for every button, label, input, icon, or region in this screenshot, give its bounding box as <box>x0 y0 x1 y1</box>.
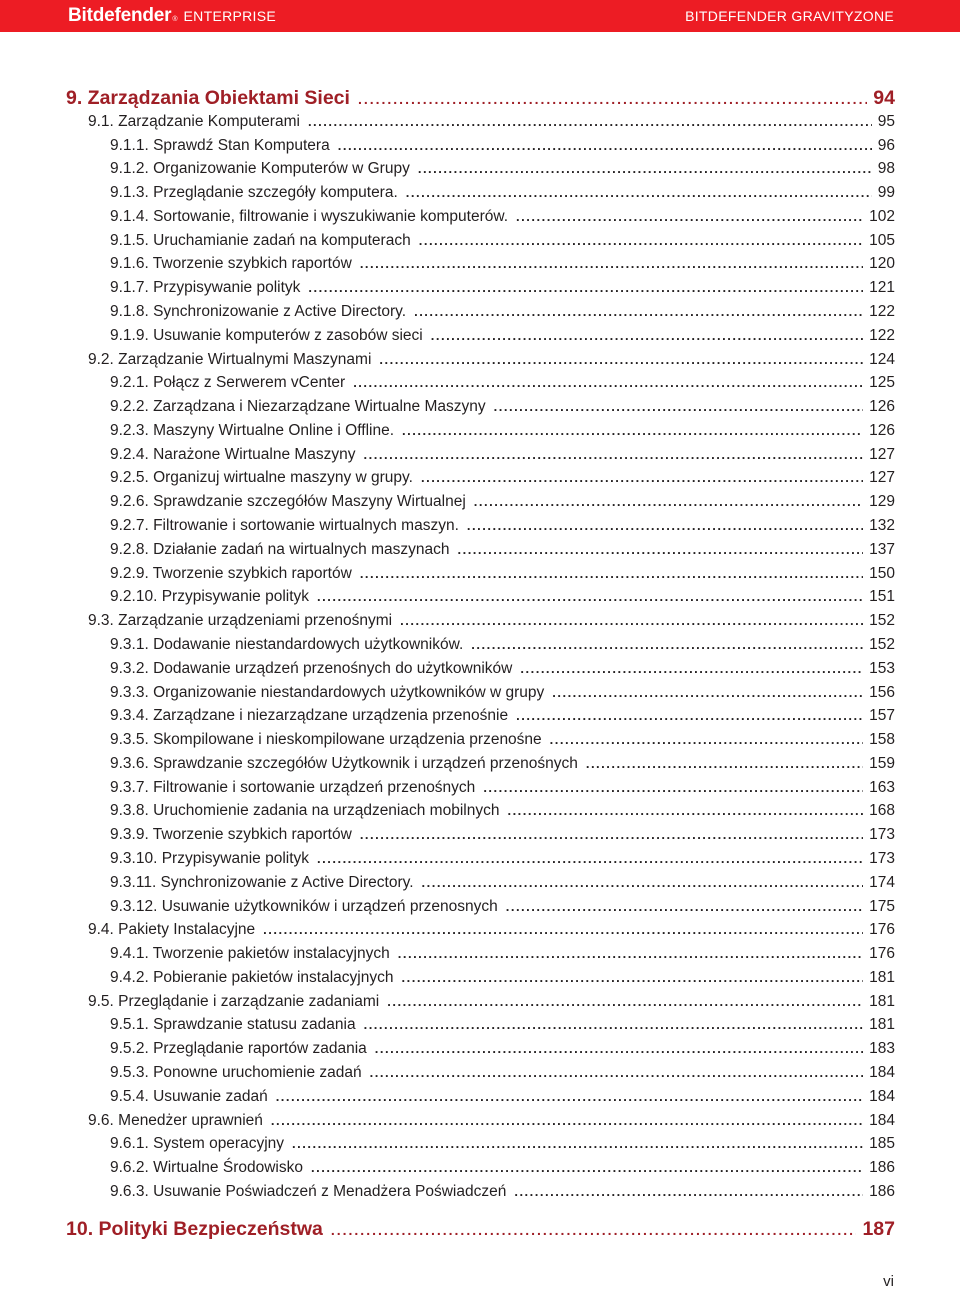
toc-subsection-entry[interactable] <box>110 231 895 251</box>
toc-dot-leader <box>414 302 863 322</box>
toc-entry-page: 96 <box>877 136 895 154</box>
page-header <box>0 0 960 32</box>
toc-entry-title: 9.3.3. Organizowanie niestandardowych użytkowników w grupy <box>110 683 545 701</box>
toc-subsection-entry[interactable] <box>110 373 895 393</box>
toc-entry-page: 184 <box>869 1111 895 1129</box>
toc-entry-title: 9.3. Zarządzanie urządzeniami przenośnymi <box>88 612 393 630</box>
toc-entry-page: 183 <box>869 1040 895 1058</box>
toc-dot-leader <box>516 207 863 227</box>
toc-entry-page: 176 <box>869 921 895 939</box>
toc-subsection-entry[interactable] <box>110 445 895 465</box>
toc-entry-title: 9.6.2. Wirtualne Środowisko <box>110 1159 303 1177</box>
brand-name: Bitdefender <box>68 5 172 26</box>
toc-subsection-entry[interactable] <box>110 968 895 988</box>
toc-dot-leader <box>514 1182 863 1202</box>
toc-entry-title: 9.6.1. System operacyjny <box>110 1135 285 1153</box>
toc-dot-leader <box>308 112 872 132</box>
toc-subsection-entry[interactable] <box>110 849 895 869</box>
toc-entry-page: 157 <box>869 707 895 725</box>
toc-entry-title: 9.2.5. Organizuj wirtualne maszyny w grupy. <box>110 469 413 487</box>
toc-entry-title: 9.1.6. Tworzenie szybkich raportów <box>110 255 352 273</box>
toc-entry-title: 9.1.5. Uruchamianie zadań na komputerach <box>110 231 411 249</box>
toc-entry-title: 9.5.3. Ponowne uruchomienie zadań <box>110 1063 362 1081</box>
toc-subsection-entry[interactable] <box>110 659 895 679</box>
toc-section-entry[interactable] <box>88 350 895 370</box>
toc-dot-leader <box>398 944 863 964</box>
toc-entry-title: 9.2.3. Maszyny Wirtualne Online i Offline. <box>110 421 395 439</box>
toc-entry-title: 9.3.5. Skompilowane i nieskompilowane urządzenia przenośne <box>110 731 542 749</box>
toc-subsection-entry[interactable] <box>110 1015 895 1035</box>
toc-entry-page: 94 <box>873 87 895 109</box>
toc-entry-page: 132 <box>869 517 895 535</box>
toc-entry-page: 152 <box>869 612 895 630</box>
toc-entry-title: 9.5. Przeglądanie i zarządzanie zadaniami <box>88 992 380 1010</box>
toc-entry-page: 159 <box>869 754 895 772</box>
toc-entry-title: 9.3.2. Dodawanie urządzeń przenośnych do użytkowników <box>110 659 513 677</box>
toc-entry-title: 9.2.10. Przypisywanie polityk <box>110 588 310 606</box>
toc-section-entry[interactable] <box>88 992 895 1012</box>
toc-chapter-entry[interactable] <box>66 88 895 109</box>
toc-subsection-entry[interactable] <box>110 873 895 893</box>
toc-entry-title: 9.1.2. Organizowanie Komputerów w Grupy <box>110 160 410 178</box>
toc-entry-page: 173 <box>869 826 895 844</box>
toc-entry-page: 187 <box>862 1218 895 1240</box>
toc-entry-title: 9.1.3. Przeglądanie szczegóły komputera. <box>110 184 398 202</box>
toc-subsection-entry[interactable] <box>110 587 895 607</box>
toc-dot-leader <box>364 1015 864 1035</box>
toc-entry-title: 9.1.7. Przypisywanie polityk <box>110 279 301 297</box>
toc-subsection-entry[interactable] <box>110 564 895 584</box>
toc-section-entry[interactable] <box>88 1111 895 1131</box>
toc-entry-title: 9.1.9. Usuwanie komputerów z zasobów sieci <box>110 326 423 344</box>
toc-entry-page: 129 <box>869 493 895 511</box>
toc-dot-leader <box>516 706 863 726</box>
toc-entry-page: 127 <box>869 469 895 487</box>
toc-entry-title: 9.2.6. Sprawdzanie szczegółów Maszyny Wirtualnej <box>110 493 466 511</box>
toc-entry-page: 163 <box>869 778 895 796</box>
toc-dot-leader <box>387 992 863 1012</box>
toc-dot-leader <box>406 183 872 203</box>
toc-entry-title: 9.3.10. Przypisywanie polityk <box>110 849 310 867</box>
toc-dot-leader <box>271 1111 863 1131</box>
toc-entry-page: 175 <box>869 897 895 915</box>
toc-dot-leader <box>308 278 863 298</box>
toc-dot-leader <box>421 468 863 488</box>
toc-entry-page: 150 <box>869 564 895 582</box>
toc-entry-page: 99 <box>877 184 895 202</box>
toc-dot-leader <box>317 587 863 607</box>
toc-entry-page: 105 <box>869 231 895 249</box>
toc-subsection-entry[interactable] <box>110 897 895 917</box>
toc-entry-title: 9.2.9. Tworzenie szybkich raportów <box>110 564 352 582</box>
toc-dot-leader <box>360 825 863 845</box>
toc-entry-title: 9.2.2. Zarządzana i Niezarządzane Wirtualne Maszyny <box>110 398 486 416</box>
toc-entry-title: 9.3.6. Sprawdzanie szczegółów Użytkownik i urządzeń przenośnych <box>110 754 578 772</box>
toc-section-entry[interactable] <box>88 112 895 132</box>
page-number: vi <box>883 1273 894 1290</box>
toc-entry-title: 9. Zarządzania Obiektami Sieci <box>66 87 350 109</box>
toc-entry-title: 9.2.8. Działanie zadań na wirtualnych maszynach <box>110 540 450 558</box>
toc-subsection-entry[interactable] <box>110 516 895 536</box>
toc-entry-title: 9.1.8. Synchronizowanie z Active Directory. <box>110 303 407 321</box>
toc-entry-page: 127 <box>869 445 895 463</box>
registered-mark: ® <box>172 16 178 23</box>
toc-dot-leader <box>401 968 863 988</box>
toc-entry-title: 9.1.4. Sortowanie, filtrowanie i wyszukiwanie komputerów. <box>110 207 509 225</box>
toc-subsection-entry[interactable] <box>110 1063 895 1083</box>
toc-dot-leader <box>474 492 863 512</box>
toc-dot-leader <box>375 1039 863 1059</box>
toc-dot-leader <box>494 397 864 417</box>
toc-dot-leader <box>418 159 872 179</box>
toc-entry-page: 156 <box>869 683 895 701</box>
toc-entry-page: 185 <box>869 1135 895 1153</box>
toc-chapter-entry[interactable] <box>66 1219 895 1240</box>
toc-dot-leader <box>431 326 863 346</box>
toc-subsection-entry[interactable] <box>110 254 895 274</box>
toc-subsection-entry[interactable] <box>110 944 895 964</box>
toc-dot-leader <box>360 254 863 274</box>
toc-subsection-entry[interactable] <box>110 492 895 512</box>
toc-entry-title: 9.3.11. Synchronizowanie z Active Directory. <box>110 873 414 891</box>
toc-dot-leader <box>483 778 863 798</box>
toc-entry-page: 152 <box>869 635 895 653</box>
toc-subsection-entry[interactable] <box>110 326 895 346</box>
toc-section-entry[interactable] <box>88 920 895 940</box>
toc-entry-title: 9.3.12. Usuwanie użytkowników i urządzeń przenosnych <box>110 897 498 915</box>
toc-subsection-entry[interactable] <box>110 754 895 774</box>
toc-subsection-entry[interactable] <box>110 1158 895 1178</box>
toc-dot-leader <box>317 849 863 869</box>
toc-entry-title: 9.2.7. Filtrowanie i sortowanie wirtualnych maszyn. <box>110 517 459 535</box>
toc-entry-page: 186 <box>869 1159 895 1177</box>
toc-subsection-entry[interactable] <box>110 159 895 179</box>
toc-entry-page: 98 <box>877 160 895 178</box>
brand-logo <box>68 5 276 27</box>
toc-dot-leader <box>353 373 863 393</box>
toc-dot-leader <box>379 350 863 370</box>
toc-entry-title: 9.3.1. Dodawanie niestandardowych użytkowników. <box>110 635 464 653</box>
toc-subsection-entry[interactable] <box>110 706 895 726</box>
toc-dot-leader <box>364 445 864 465</box>
toc-dot-leader <box>457 540 863 560</box>
toc-subsection-entry[interactable] <box>110 136 895 156</box>
toc-dot-leader <box>338 136 872 156</box>
toc-entry-title: 9.6. Menedżer uprawnień <box>88 1111 263 1129</box>
toc-entry-title: 9.5.1. Sprawdzanie statusu zadania <box>110 1016 356 1034</box>
toc-entry-page: 176 <box>869 945 895 963</box>
toc-entry-page: 168 <box>869 802 895 820</box>
brand-edition: ENTERPRISE <box>183 8 277 24</box>
toc-dot-leader <box>370 1063 864 1083</box>
toc-entry-title: 9.6.3. Usuwanie Poświadczeń z Menadżera Poświadczeń <box>110 1182 507 1200</box>
toc-entry-page: 184 <box>869 1087 895 1105</box>
toc-entry-page: 173 <box>869 849 895 867</box>
toc-entry-page: 120 <box>869 255 895 273</box>
toc-entry-page: 124 <box>869 350 895 368</box>
toc-entry-title: 9.3.7. Filtrowanie i sortowanie urządzeń przenośnych <box>110 778 476 796</box>
toc-dot-leader <box>520 659 863 679</box>
toc-entry-page: 174 <box>869 873 895 891</box>
toc-subsection-entry[interactable] <box>110 825 895 845</box>
toc-entry-page: 126 <box>869 398 895 416</box>
toc-entry-title: 9.3.4. Zarządzane i niezarządzane urządzenia przenośnie <box>110 707 509 725</box>
toc-dot-leader <box>400 611 863 631</box>
toc-entry-page: 121 <box>869 279 895 297</box>
toc-entry-title: 9.1.1. Sprawdź Stan Komputera <box>110 136 330 154</box>
toc-dot-leader <box>331 1220 857 1240</box>
toc-subsection-entry[interactable] <box>110 1182 895 1202</box>
toc-entry-title: 9.2. Zarządzanie Wirtualnymi Maszynami <box>88 350 372 368</box>
toc-dot-leader <box>358 89 867 109</box>
toc-dot-leader <box>311 1158 863 1178</box>
toc-dot-leader <box>552 683 863 703</box>
toc-dot-leader <box>506 897 863 917</box>
toc-dot-leader <box>402 421 863 441</box>
toc-dot-leader <box>276 1087 863 1107</box>
toc-entry-page: 122 <box>869 326 895 344</box>
product-name: BITDEFENDER GRAVITYZONE <box>685 8 894 24</box>
toc-subsection-entry[interactable] <box>110 397 895 417</box>
toc-entry-page: 184 <box>869 1063 895 1081</box>
toc-subsection-entry[interactable] <box>110 730 895 750</box>
toc-subsection-entry[interactable] <box>110 778 895 798</box>
toc-subsection-entry[interactable] <box>110 1039 895 1059</box>
toc-section-entry[interactable] <box>88 611 895 631</box>
toc-entry-page: 151 <box>869 588 895 606</box>
toc-subsection-entry[interactable] <box>110 207 895 227</box>
toc-subsection-entry[interactable] <box>110 635 895 655</box>
toc-entry-title: 9.5.4. Usuwanie zadań <box>110 1087 268 1105</box>
toc-dot-leader <box>419 231 863 251</box>
toc-entry-title: 9.4. Pakiety Instalacyjne <box>88 921 256 939</box>
toc-entry-title: 9.5.2. Przeglądanie raportów zadania <box>110 1040 367 1058</box>
toc-entry-page: 122 <box>869 303 895 321</box>
toc-dot-leader <box>471 635 863 655</box>
toc-dot-leader <box>422 873 864 893</box>
toc-subsection-entry[interactable] <box>110 801 895 821</box>
toc-entry-title: 9.1. Zarządzanie Komputerami <box>88 112 300 130</box>
toc-dot-leader <box>263 920 863 940</box>
toc-subsection-entry[interactable] <box>110 302 895 322</box>
toc-subsection-entry[interactable] <box>110 1134 895 1154</box>
toc-entry-title: 9.4.1. Tworzenie pakietów instalacyjnych <box>110 945 390 963</box>
toc-entry-page: 181 <box>869 968 895 986</box>
toc-entry-page: 102 <box>869 207 895 225</box>
toc-subsection-entry[interactable] <box>110 421 895 441</box>
toc-dot-leader <box>467 516 863 536</box>
toc-dot-leader <box>360 564 863 584</box>
toc-entry-title: 9.3.8. Uruchomienie zadania na urządzeniach mobilnych <box>110 802 500 820</box>
toc-entry-page: 181 <box>869 1016 895 1034</box>
toc-entry-page: 126 <box>869 421 895 439</box>
toc-subsection-entry[interactable] <box>110 683 895 703</box>
toc-entry-page: 125 <box>869 374 895 392</box>
toc-entry-page: 181 <box>869 992 895 1010</box>
toc-entry-title: 9.2.1. Połącz z Serwerem vCenter <box>110 374 346 392</box>
toc-entry-page: 158 <box>869 731 895 749</box>
toc-entry-title: 10. Polityki Bezpieczeństwa <box>66 1218 323 1240</box>
toc-subsection-entry[interactable] <box>110 278 895 298</box>
toc-entry-page: 137 <box>869 540 895 558</box>
toc-subsection-entry[interactable] <box>110 468 895 488</box>
toc-entry-page: 95 <box>877 112 895 130</box>
toc-entry-page: 153 <box>869 659 895 677</box>
toc-entry-title: 9.4.2. Pobieranie pakietów instalacyjnych <box>110 968 394 986</box>
toc-entry-title: 9.3.9. Tworzenie szybkich raportów <box>110 826 352 844</box>
toc-dot-leader <box>507 801 863 821</box>
toc-subsection-entry[interactable] <box>110 540 895 560</box>
toc-dot-leader <box>292 1134 863 1154</box>
toc-subsection-entry[interactable] <box>110 183 895 203</box>
toc-entry-title: 9.2.4. Narażone Wirtualne Maszyny <box>110 445 356 463</box>
toc-subsection-entry[interactable] <box>110 1087 895 1107</box>
toc-entry-page: 186 <box>869 1182 895 1200</box>
toc-dot-leader <box>550 730 863 750</box>
toc-dot-leader <box>586 754 863 774</box>
